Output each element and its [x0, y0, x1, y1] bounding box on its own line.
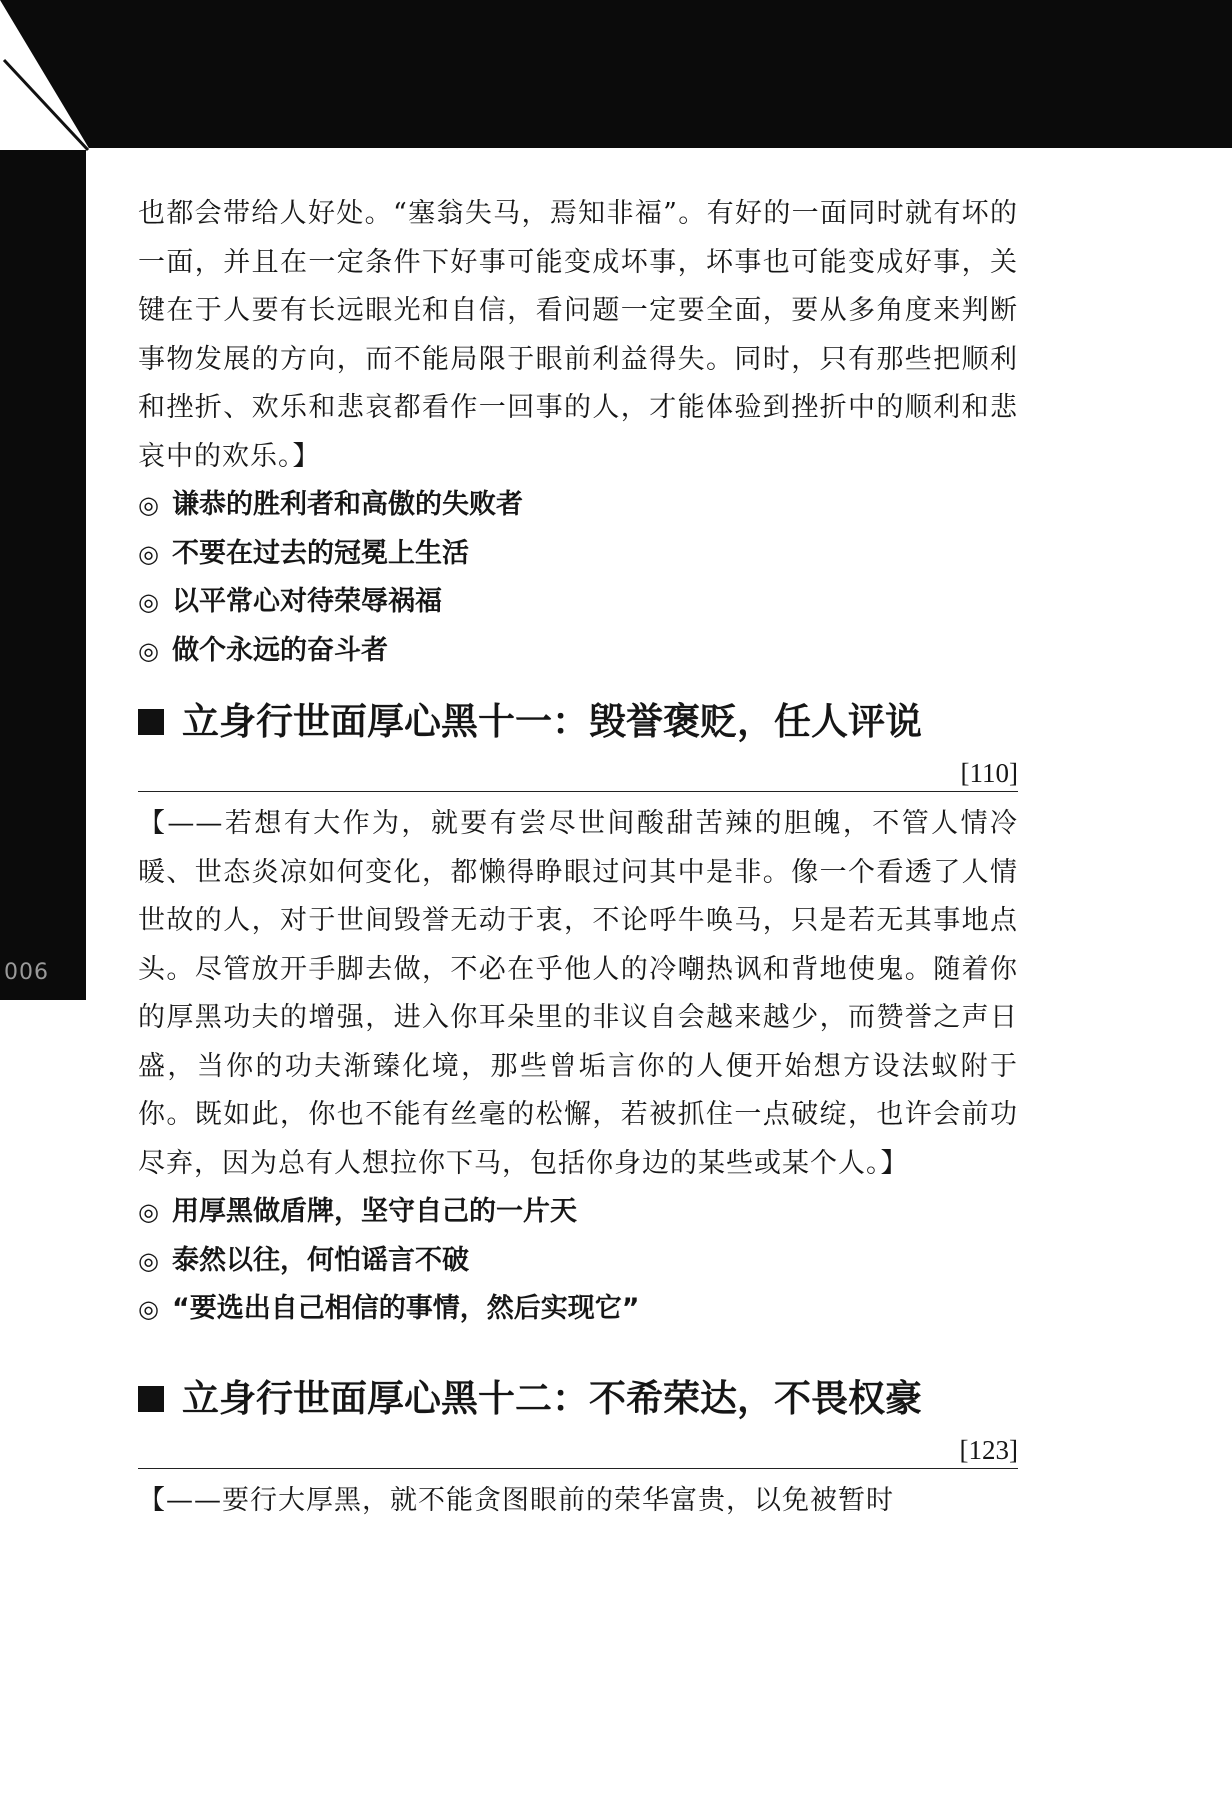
bullet-text: 泰然以往，何怕谣言不破	[172, 1244, 469, 1276]
black-square-icon	[138, 1386, 164, 1412]
page-text-column	[138, 190, 1018, 1525]
bullet-text: “要选出自己相信的事情，然后实现它”	[172, 1293, 640, 1324]
bullet-item	[138, 530, 1018, 579]
bullet-text: 做个永远的奋斗者	[172, 634, 388, 666]
double-circle-icon: ◎	[138, 491, 159, 519]
section-11-heading	[138, 695, 1018, 749]
section-12-paragraph: 【——要行大厚黑，就不能贪图眼前的荣华富贵，以免被暂时	[138, 1484, 894, 1516]
section-12-ref-number: [123]	[959, 1434, 1018, 1465]
section-11-rule	[138, 751, 1018, 792]
intro-paragraph: 也都会带给人好处。“塞翁失马，焉知非福”。有好的一面同时就有坏的一面，并且在一定条件下好事可能变成坏事，坏事也可能变成好事，关键在于人要有长远眼光和自信，看问题一定要全面，要从多角度来判断事物发展的方向，而不能局限于眼前利益得失。同时，只有那些把顺利和挫折、欢乐和悲哀都看作一回事的人，才能体验到挫折中的顺利和悲哀中的欢乐。】	[138, 198, 1018, 472]
bullet-item	[138, 627, 1018, 676]
double-circle-icon: ◎	[138, 1295, 159, 1323]
bullet-item	[138, 481, 1018, 530]
section-11-bullet-list	[138, 1188, 1018, 1334]
double-circle-icon: ◎	[138, 1198, 159, 1226]
section-12-rule	[138, 1428, 1018, 1469]
double-circle-icon: ◎	[138, 1246, 159, 1275]
scan-top-dark-band	[0, 0, 1232, 148]
page-number: 006	[4, 960, 49, 985]
double-circle-icon: ◎	[138, 588, 159, 616]
bullet-item	[138, 1188, 1018, 1237]
section-12-heading	[138, 1372, 1018, 1426]
bullet-item	[138, 1285, 1018, 1334]
black-square-icon	[138, 709, 164, 735]
bullet-item	[138, 578, 1018, 627]
section-11-paragraph: 【——若想有大作为，就要有尝尽世间酸甜苦辣的胆魄，不管人情冷暖、世态炎凉如何变化，都懒得睁眼过问其中是非。像一个看透了人情世故的人，对于世间毁誉无动于衷，不论呼牛唤马，只是若无其事地点头。尽管放开手脚去做，不必在乎他人的冷嘲热讽和背地使鬼。随着你的厚黑功夫的增强，进入你耳朵里的非议自会越来越少，而赞誉之声日盛，当你的功夫渐臻化境，那些曾垢言你的人便开始想方设法蚁附于你。既如此，你也不能有丝毫的松懈，若被抓住一点破绽，也许会前功尽弃，因为总有人想拉你下马，包括你身边的某些或某个人。】	[138, 808, 1018, 1179]
bullet-text: 不要在过去的冠冕上生活	[172, 537, 469, 569]
double-circle-icon: ◎	[138, 539, 159, 568]
bullet-item	[138, 1237, 1018, 1286]
section-11-ref-number: [110]	[960, 758, 1018, 788]
bullet-text: 用厚黑做盾牌，坚守自己的一片天	[172, 1196, 577, 1227]
scan-corner-line	[0, 0, 100, 160]
section-11-heading-text: 立身行世面厚心黑十一：毁誉褒贬，任人评说	[182, 700, 922, 743]
intro-bullet-list	[138, 481, 1018, 675]
section-12-heading-text: 立身行世面厚心黑十二：不希荣达，不畏权豪	[182, 1376, 922, 1420]
bullet-text: 谦恭的胜利者和高傲的失败者	[172, 489, 523, 520]
double-circle-icon: ◎	[138, 636, 159, 665]
bullet-text: 以平常心对待荣辱祸福	[172, 586, 442, 617]
